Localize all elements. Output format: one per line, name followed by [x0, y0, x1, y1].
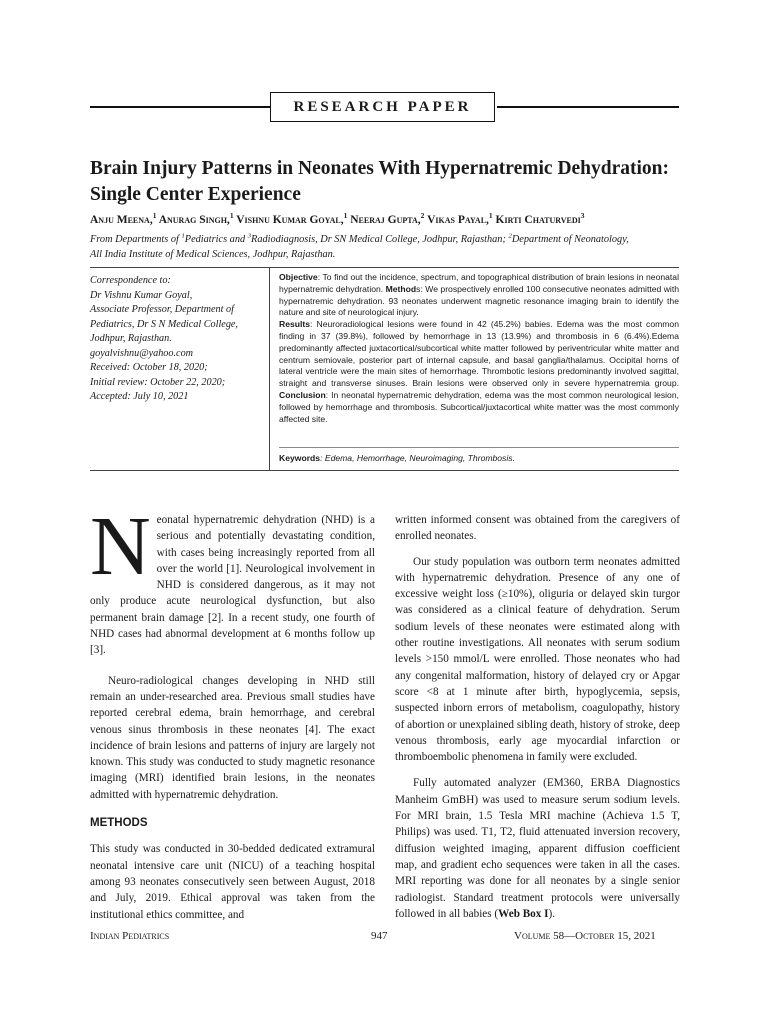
paragraph: Fully automated analyzer (EM360, ERBA Diagnostics Manheim GmBH) was used to measure serum sodium levels. For MRI brain, 1.5 Tesla MRI machine (Achieva 1.5 T, Philips) was used. T1, T2, fluid attenuated inversion recovery, diffusion weighted imaging, apparent diffusion coefficient map, and gradient echo sequences were taken in all the cases. MRI reporting was done for all neonates by a single senior radiologist. Standard treatment protocols were universally followed in all babies (Web Box I). [395, 777, 680, 920]
author: Anju Meena, [90, 214, 153, 226]
article-title: Brain Injury Patterns in Neonates With Hypernatremic Dehydration: Single Center Experience [90, 158, 670, 205]
section-banner: RESEARCH PAPER [270, 92, 495, 122]
body-column-left [90, 500, 375, 923]
initial-review-date: Initial review: October 22, 2020; [90, 376, 226, 388]
paragraph: written informed consent was obtained from the caregivers of enrolled neonates. [395, 514, 680, 543]
author: Anurag Singh, [158, 214, 230, 226]
banner-rule-left [90, 106, 270, 108]
corresponding-author: Dr Vishnu Kumar Goyal, [90, 289, 193, 301]
author: Neeraj Gupta, [350, 214, 421, 226]
author: Vikas Payal, [427, 214, 489, 226]
accepted-date: Accepted: July 10, 2021 [90, 391, 189, 402]
paragraph: Neonatal hypernatremic dehydration (NHD) is a serious and potentially devastating condition, with cases being increasingly reported from all over the world [1]. Neurological involvement in NHD is considered dangerous, as it may not only produce acute neurological dysfunction, but also permanent brain damage [2]. In a recent study, one fourth of NHD cases had abnormal development at 6 months follow up [3]. [90, 500, 375, 657]
received-date: Received: October 18, 2020; [90, 362, 208, 373]
web-box-link[interactable]: Web Box I [498, 907, 549, 920]
abstract-top-rule [90, 267, 679, 268]
author: Vishnu Kumar Goyal, [236, 214, 344, 226]
correspondence-block: Correspondence to: Dr Vishnu Kumar Goyal, Associate Professor, Department of Pediatrics, Dr S N Medical College, Jodhpur, Rajasthan. goyalvishnu@yahoo.com Received: October 18, 2020; Initial review: October 22, 2020; Accepted: July 10, 2021 [90, 274, 260, 405]
email-link[interactable]: goyalvishnu@yahoo.com [90, 347, 194, 359]
volume-date: Volume 58—October 15, 2021 [514, 930, 656, 942]
abstract-bottom-rule [90, 470, 679, 471]
body-column-right [395, 512, 680, 922]
journal-name: Indian Pediatrics [90, 930, 170, 942]
methods-heading: METHODS [90, 817, 148, 830]
paragraph: Our study population was outborn term neonates admitted with hypernatremic dehydration. Presence of any one of excessive weight loss (≥10%), oliguria or delayed skin turgor was considered as a clinical feature of dehydration. Serum sodium levels of these neonates were estimated along with other routine investigations. All neonates with serum sodium levels >150 mmol/L were enrolled. Those neonates who had any congenital malformation, history of delayed cry or Apgar score <8 at 1 minute after birth, hypoglycemia, sepsis, suspected inborn errors of metabolism, coagulopathy, history of abortion or unexplained sibling death, history of stroke, deep venous thrombosis, early age myocardial infarction or thromboembolic phenomena in family were excluded. [395, 555, 680, 764]
author-list: Anju Meena,$^1$ Anurag Singh,$^1$ Vishnu Kumar Goyal,$^1$ Neeraj Gupta,$^2$ Vikas Payal,$^1$ Kirti Chaturvedi$^3$ [90, 211, 585, 226]
correspondence-label: Correspondence to: [90, 275, 171, 286]
banner-rule-right [497, 106, 679, 108]
drop-cap: N [90, 500, 151, 593]
keywords-rule [279, 447, 679, 448]
keywords: Keywords: Edema, Hemorrhage, Neuroimaging, Thrombosis. [279, 453, 515, 463]
paragraph: Neuro-radiological changes developing in NHD still remain an under-researched area. Previous small studies have reported cerebral edema, brain hemorrhage, and cerebral venous sinus thrombosis in these neonates [4]. The exact incidence of brain lesions and patterns of injury are largely not known. This study was conducted to study magnetic resonance imaging (MRI) identified brain lesions, in the neonates admitted with hypernatremic dehydration. [90, 674, 375, 801]
page-number: 947 [371, 930, 388, 942]
paragraph: This study was conducted in 30-bedded dedicated extramural neonatal intensive care unit (NICU) of a teaching hospital among 93 neonates consecutively seen between August, 2018 and July, 2019. Ethical approval was taken from the institutional ethics committee, and [90, 843, 375, 921]
affiliation: From Departments of $^1$Pediatrics and $^3$Radiodiagnosis, Dr SN Medical College, Jodhpur, Rajasthan; $^2$Department of Neonatology, All India Institute of Medical Sciences, Jodhpur, Rajasthan. [90, 232, 629, 260]
abstract: Objective: To find out the incidence, spectrum, and topographical distribution of brain lesions in neonatal hypernatremic dehydration. Methods: We prospectively enrolled 100 consecutive neonates admitted with hypernatremic dehydration. 93 neonates underwent magnetic resonance imaging brain to identify the nature and site of neurological injury. Results: Neuroradiological lesions were found in 42 (45.2%) babies. Edema was the most common finding in 37 (39.8%), followed by hemorrhage in 13 (13.9%) and thrombosis in 6 (6.4%).Edema predominantly affected juxtacortical/subcortical white matter followed by periventricular white matter and centrum semiovale, posterior part of internal capsule, and basal ganglia/thalamus. Occipital horns of lateral ventricle were the main sites of hemorrhage. Thrombotic lesions predominantly involved sagittal, straight and transverse sinuses. Brain lesions were observed only in severe hypernatremia group. Conclusion: In neonatal hypernatremic dehydration, edema was the most common neurological lesion, followed by hemorrhage and thrombosis. Subcortical/juxtacortical white matter was the most commonly affected site. [279, 272, 679, 424]
author: Kirti Chaturvedi [495, 214, 581, 226]
abstract-divider [269, 267, 270, 471]
